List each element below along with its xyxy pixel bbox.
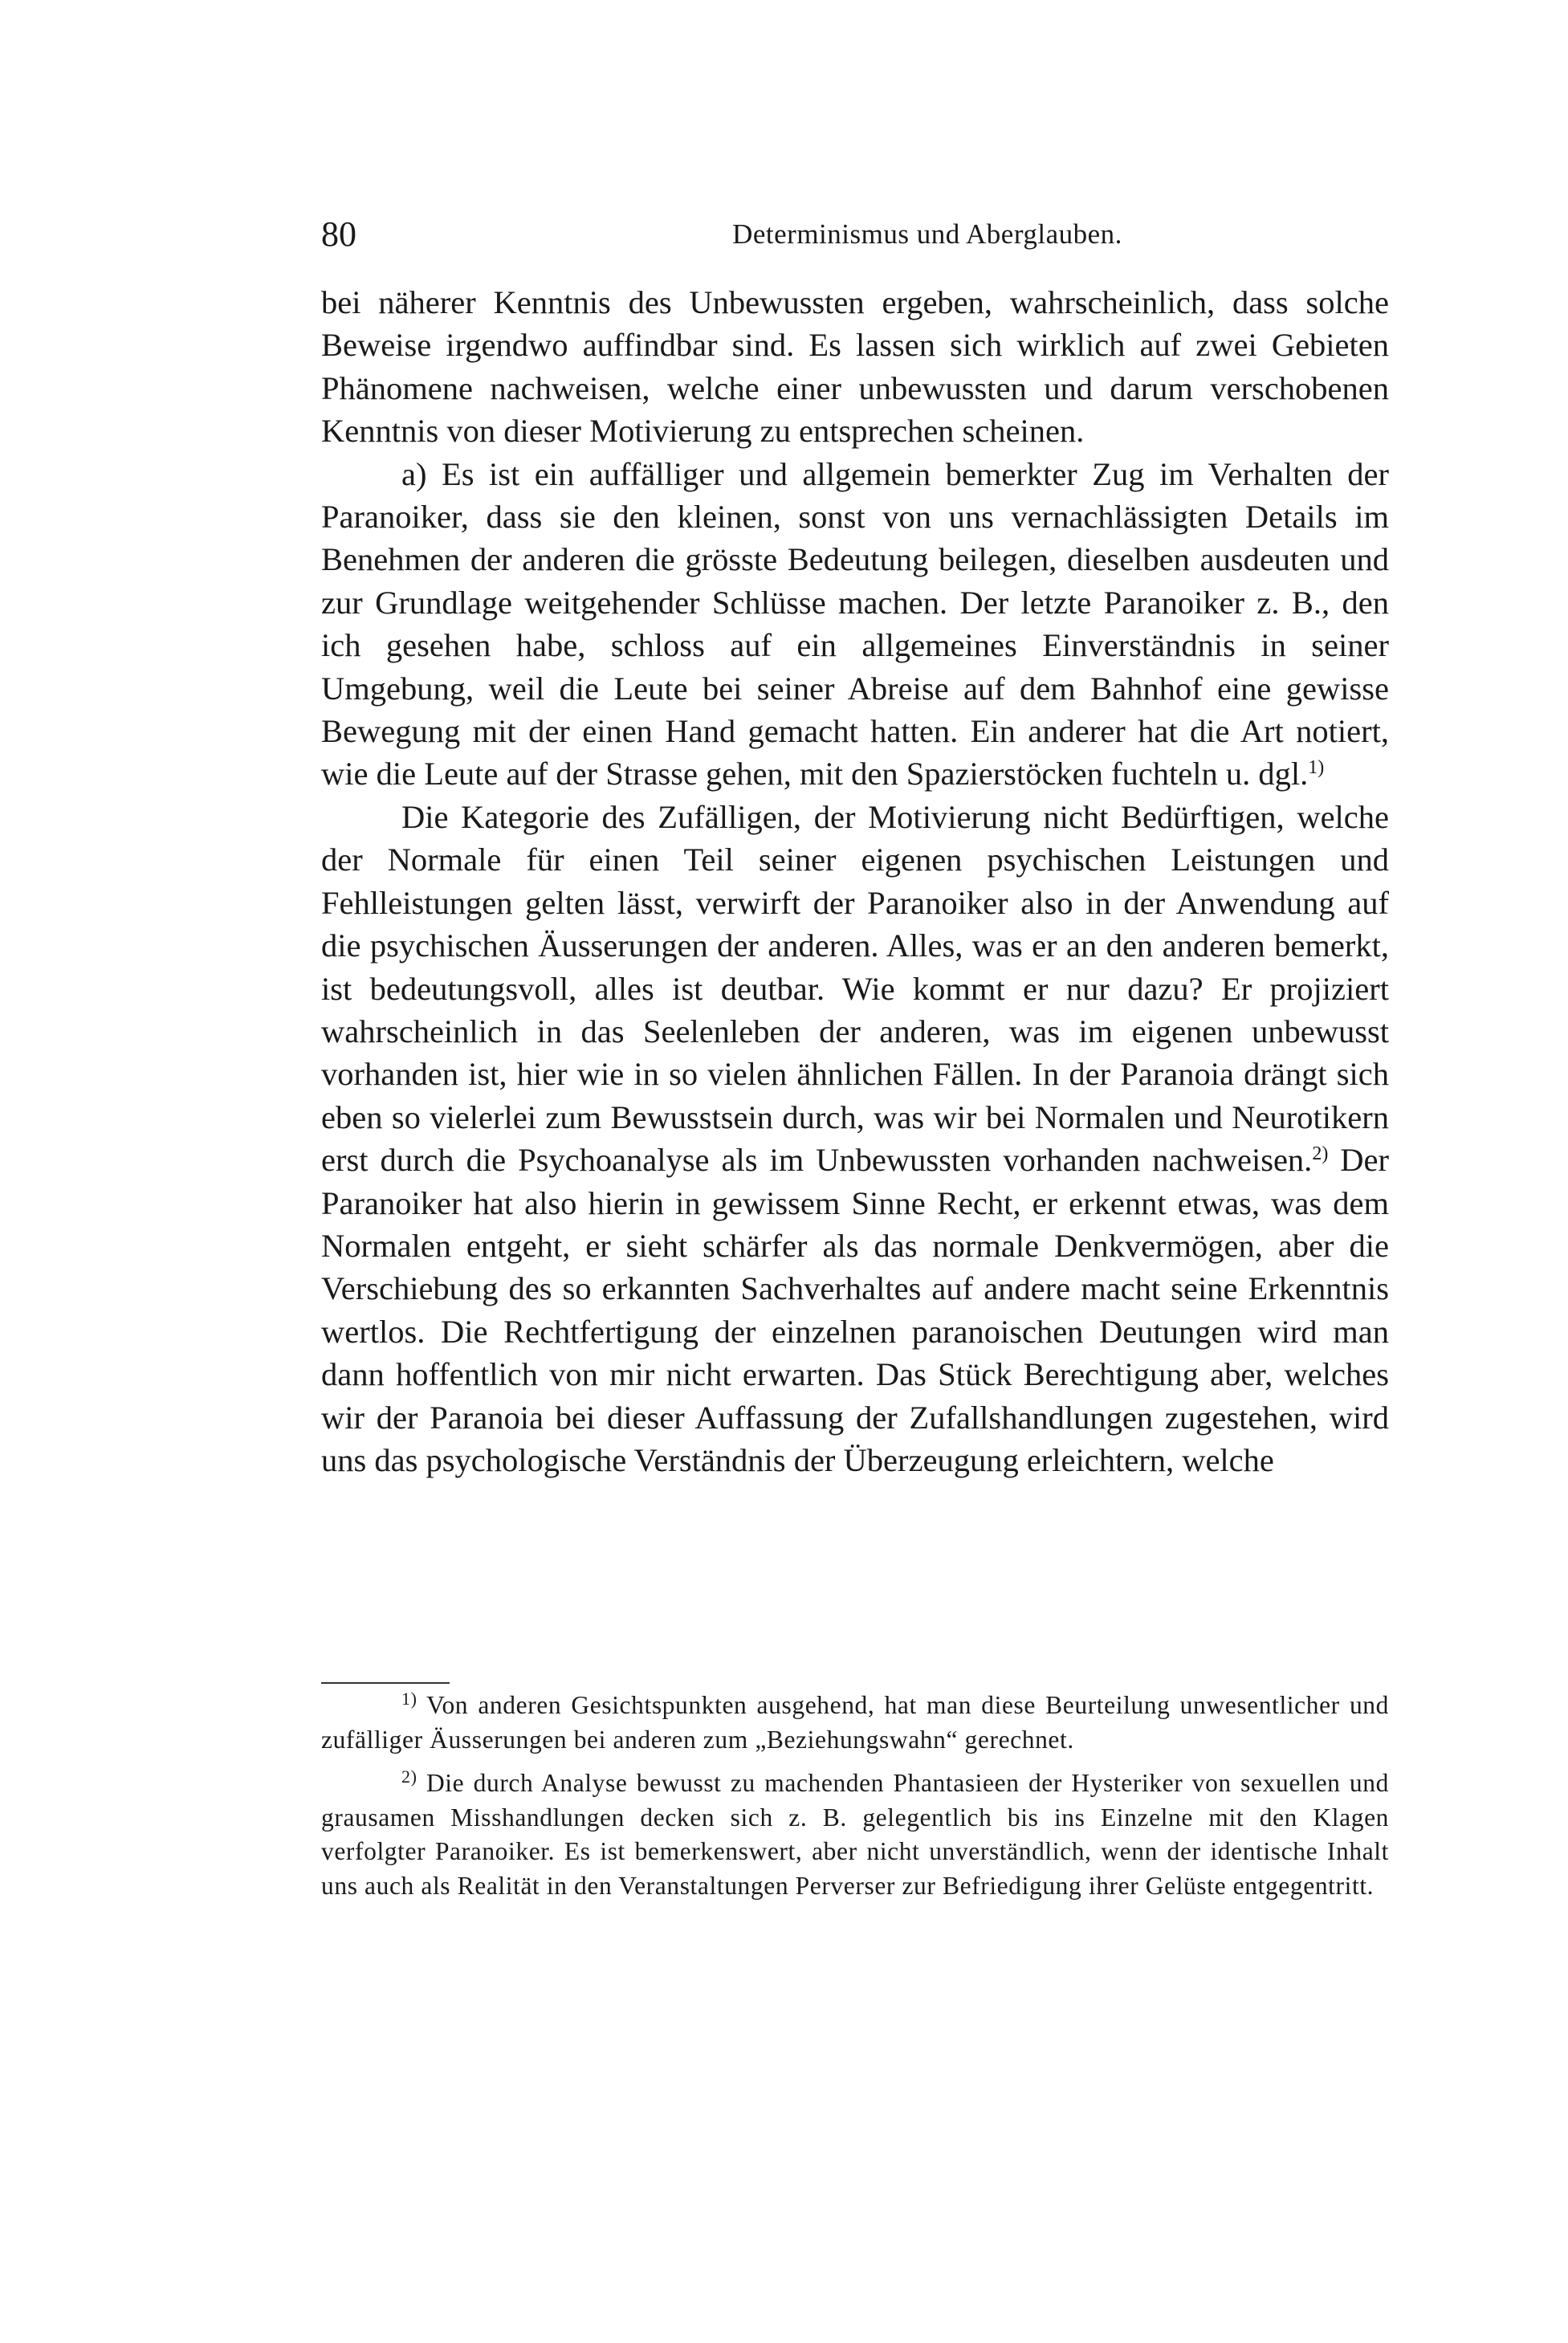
footnote-2 bbox=[321, 1766, 1389, 1903]
footnotes bbox=[321, 1689, 1389, 1903]
footnote-2-text: Die durch Analyse bewusst zu machenden Phantasieen der Hysteriker von sexuellen und grausamen Misshandlungen decken sich z. B. gelegentlich bis ins Einzelne mit den Klagen verfolgter Paranoiker. Es ist bemerkenswert, aber nicht unverständlich, wenn der identische Inhalt uns auch als Realität in den Veranstaltungen Perverser zur Befriedigung ihrer Gelüste entgegentritt. bbox=[321, 1769, 1389, 1900]
running-title: Determinismus und Aberglauben. bbox=[732, 218, 1122, 250]
paragraph-3-text-part-2: Der Paranoiker hat also hierin in gewissem Sinne Recht, er erkennt etwas, was dem Normalen entgeht, er sieht schärfer als das normale Denkvermögen, aber die Verschiebung des so erkannten Sachverhaltes auf andere macht seine Erkenntnis wertlos. Die Rechtfertigung der einzelnen paranoischen Deutungen wird man dann hoffentlich von mir nicht erwarten. Das Stück Berechtigung aber, welches wir der Paranoia bei dieser Auffassung der Zufallshandlungen zugestehen, wird uns das psychologische Verständnis der Überzeugung erleichtern, welche bbox=[321, 1142, 1389, 1478]
paragraph-2-text: a) Es ist ein auffälliger und allgemein bemerkter Zug im Verhalten der Paranoiker, dass sie den kleinen, sonst von uns vernachlässigten Details im Benehmen der anderen die grösste Bedeutung beilegen, dieselben ausdeuten und zur Grundlage weitgehender Schlüsse machen. Der letzte Paranoiker z. B., den ich gesehen habe, schloss auf ein allgemeines Einverständnis in seiner Umgebung, weil die Leute bei seiner Abreise auf dem Bahnhof eine gewisse Bewegung mit der einen Hand gemacht hatten. Ein anderer hat die Art notiert, wie die Leute auf der Strasse gehen, mit den Spazierstöcken fuchteln u. dgl. bbox=[321, 455, 1389, 793]
footnote-reference-1: 1) bbox=[1308, 757, 1325, 779]
page-header bbox=[321, 210, 1389, 259]
page-number: 80 bbox=[321, 214, 356, 254]
paragraph-1-text: bei näherer Kenntnis des Unbewussten ergeben, wahrscheinlich, dass solche Beweise irgendwo auffindbar sind. Es lassen sich wirklich auf zwei Gebieten Phänomene nachweisen, welche einer unbewussten und darum verschobenen Kenntnis von dieser Motivierung zu entsprechen scheinen. bbox=[321, 284, 1389, 450]
paragraph-paranoia-details bbox=[321, 453, 1389, 796]
footnote-2-mark: 2) bbox=[401, 1766, 417, 1787]
footnote-1-mark: 1) bbox=[401, 1689, 417, 1709]
paragraph-continuation bbox=[321, 281, 1389, 453]
paragraph-3-text-part-1: Die Kategorie des Zufälligen, der Motivierung nicht Bedürftigen, welche der Normale für einen Teil seiner eigenen psychischen Leistungen und Fehlleistungen gelten lässt, verwirft der Paranoiker also in der Anwendung auf die psychischen Äusserungen der anderen. Alles, was er an den anderen bemerkt, ist bedeutungsvoll, alles ist deutbar. Wie kommt er nur dazu? Er projiziert wahrscheinlich in das Seelenleben der anderen, was im eigenen unbewusst vorhanden ist, hier wie in so vielen ähnlichen Fällen. In der Paranoia drängt sich eben so vielerlei zum Bewusstsein durch, was wir bei Normalen und Neurotikern erst durch die Psychoanalyse als im Unbewussten vorhanden nachweisen. bbox=[321, 798, 1389, 1179]
footnote-reference-2: 2) bbox=[1312, 1143, 1329, 1165]
footnote-1-text: Von anderen Gesichtspunkten ausgehend, hat man diese Beurteilung unwesentlicher und zufälliger Äusserungen bei anderen zum „Beziehungswahn“ gerechnet. bbox=[321, 1691, 1390, 1754]
body-text bbox=[321, 281, 1389, 1481]
footnote-separator bbox=[321, 1682, 450, 1684]
paragraph-category-chance bbox=[321, 796, 1389, 1482]
footnote-1 bbox=[321, 1689, 1389, 1757]
